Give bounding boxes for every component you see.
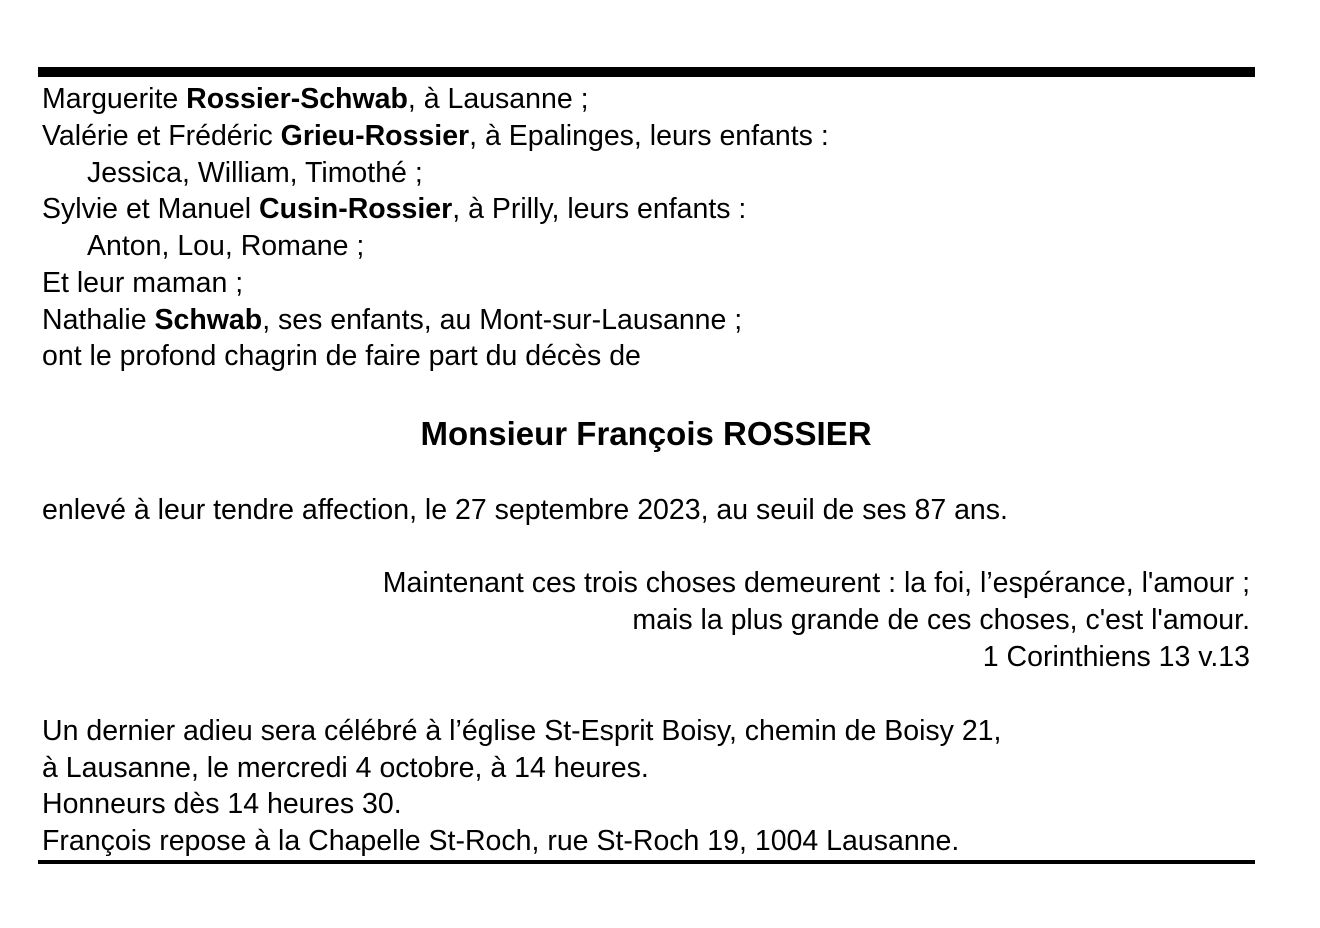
family-line-sylvie-manuel: Sylvie et Manuel Cusin-Rossier, à Prilly, leurs enfants : [42, 193, 747, 225]
family-line-marguerite: Marguerite Rossier-Schwab, à Lausanne ; [42, 83, 589, 115]
family-name: Cusin-Rossier [259, 193, 453, 225]
ceremony-line-2: à Lausanne, le mercredi 4 octobre, à 14 heures. [42, 752, 649, 784]
verse-line-1: Maintenant ces trois choses demeurent : la foi, l’espérance, l'amour ; [382, 567, 1250, 599]
verse-line-2: mais la plus grande de ces choses, c'est l'amour. [632, 604, 1250, 636]
family-line-grandchildren-2: Anton, Lou, Romane ; [87, 230, 365, 262]
ceremony-line-4: François repose à la Chapelle St-Roch, rue St-Roch 19, 1004 Lausanne. [42, 825, 960, 857]
family-name: Schwab [154, 304, 263, 336]
verse-reference: 1 Corinthiens 13 v.13 [982, 641, 1250, 673]
ceremony-line-3: Honneurs dès 14 heures 30. [42, 788, 402, 820]
top-rule [38, 67, 1255, 77]
announcement-text: enlevé à leur tendre affection, le 27 septembre 2023, au seuil de ses 87 ans. [42, 494, 1008, 526]
ceremony-line-1: Un dernier adieu sera célébré à l’église St-Esprit Boisy, chemin de Boisy 21, [42, 715, 1002, 747]
bottom-rule [38, 860, 1255, 864]
family-name: Rossier-Schwab [186, 83, 408, 115]
deceased-name: Monsieur François ROSSIER [420, 415, 872, 452]
family-name: Grieu-Rossier [280, 120, 470, 152]
family-line-intro: ont le profond chagrin de faire part du décès de [42, 340, 641, 372]
family-line-maman: Et leur maman ; [42, 267, 244, 299]
family-line-grandchildren-1: Jessica, William, Timothé ; [87, 157, 423, 189]
family-line-nathalie: Nathalie Schwab, ses enfants, au Mont-sur-Lausanne ; [42, 304, 743, 336]
family-line-valerie-frederic: Valérie et Frédéric Grieu-Rossier, à Epalinges, leurs enfants : [42, 120, 829, 152]
